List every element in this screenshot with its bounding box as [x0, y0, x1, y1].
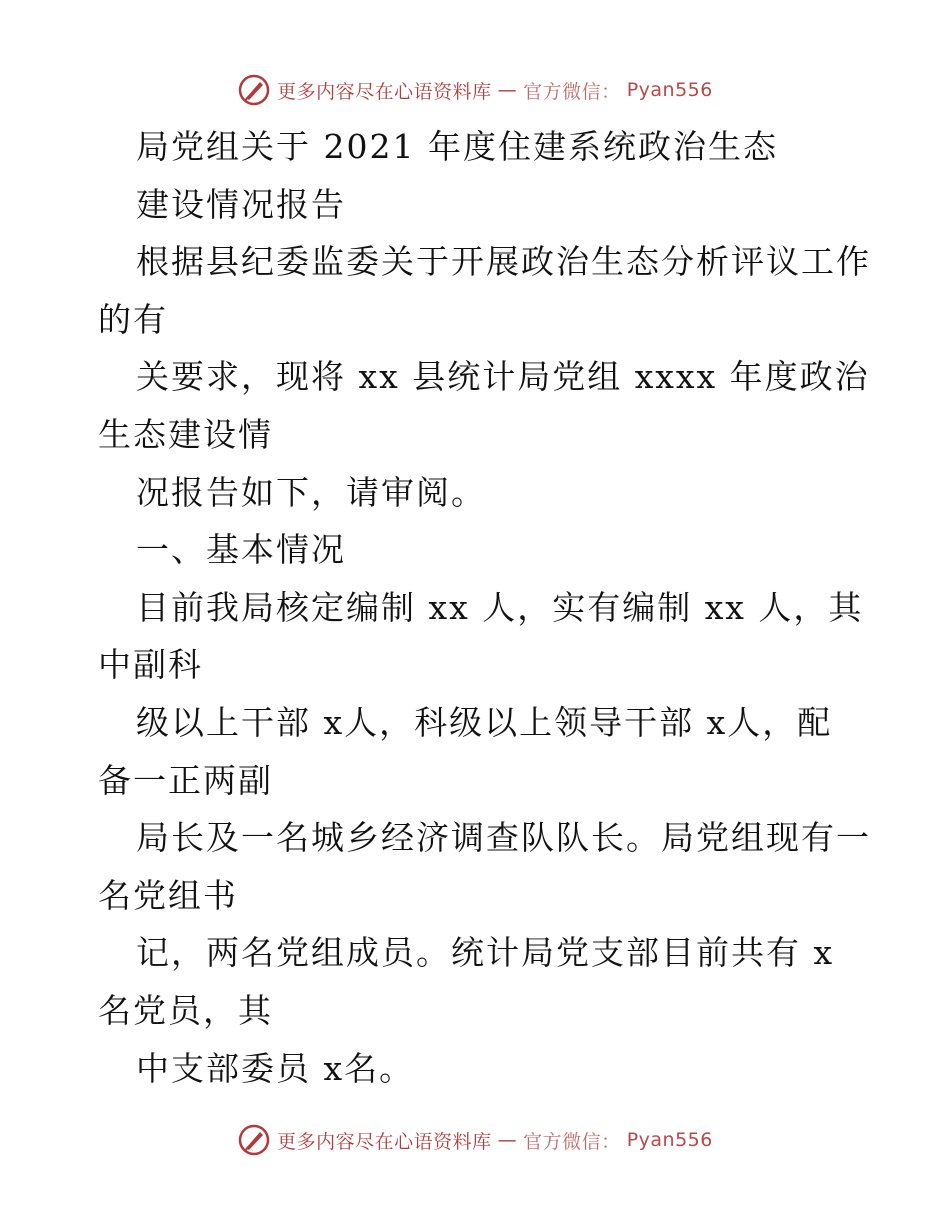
banner-separator: —	[497, 1129, 518, 1151]
banner-title: 更多内容尽在心语资料库	[277, 80, 492, 103]
paragraph-line: 备一正两副	[98, 760, 273, 800]
quill-pen-logo-icon	[237, 1123, 271, 1157]
banner-wechat-label: 官方微信：	[523, 80, 621, 103]
banner-title: 更多内容尽在心语资料库	[277, 1130, 492, 1153]
paragraph-line: 的有	[98, 299, 168, 339]
paragraph-line: 根据县纪委监委关于开展政治生态分析评议工作	[136, 242, 871, 282]
quill-pen-logo-icon	[237, 73, 271, 107]
paragraph-line: 中副科	[98, 645, 203, 685]
paragraph-line: 记，两名党组成员。统计局党支部目前共有 x	[136, 933, 835, 973]
paragraph-line: 名党组书	[98, 875, 238, 915]
document-title-line-1: 局党组关于 2021 年度住建系统政治生态	[136, 127, 778, 166]
header-watermark-banner	[0, 70, 950, 110]
paragraph-line: 况报告如下，请审阅。	[136, 472, 486, 512]
banner-wechat-id: Pyan556	[626, 1129, 713, 1151]
paragraph-line: 目前我局核定编制 xx 人，实有编制 xx 人，其	[136, 587, 864, 627]
footer-watermark-banner	[0, 1120, 950, 1160]
banner-wechat-label: 官方微信：	[523, 1130, 621, 1153]
banner-separator: —	[497, 79, 518, 101]
paragraph-line: 名党员，其	[98, 990, 273, 1030]
section-heading: 一、基本情况	[136, 530, 346, 570]
banner-wechat-id: Pyan556	[626, 79, 713, 101]
paragraph-line: 局长及一名城乡经济调查队队长。局党组现有一	[136, 818, 871, 858]
paragraph-line: 生态建设情	[98, 414, 273, 454]
paragraph-line: 关要求，现将 xx 县统计局党组 xxxx 年度政治	[136, 357, 870, 397]
paragraph-line: 中支部委员 x名。	[136, 1048, 415, 1088]
document-body	[98, 118, 871, 1097]
paragraph-line: 级以上干部 x人，科级以上领导干部 x人，配	[136, 702, 833, 742]
document-title-line-2: 建设情况报告	[136, 184, 346, 224]
